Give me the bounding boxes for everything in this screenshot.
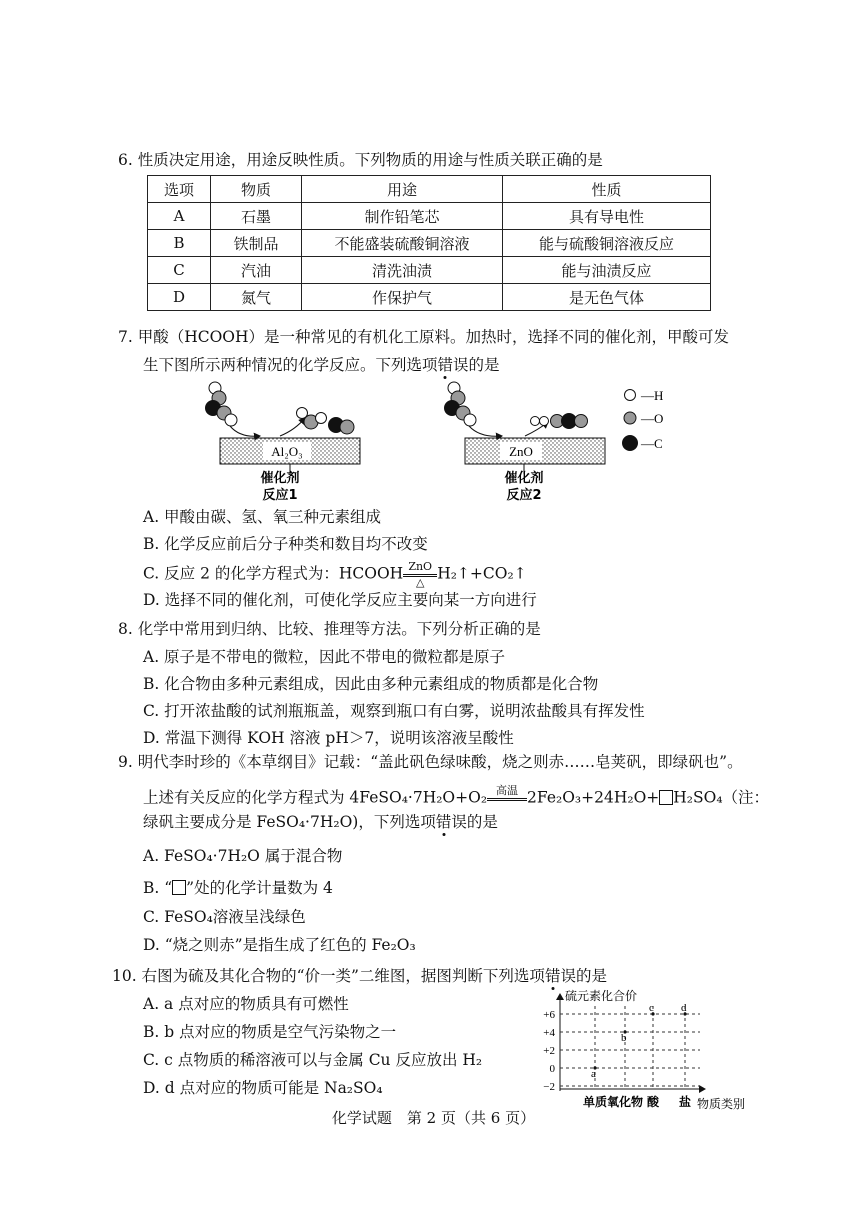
reaction-1-label: 反应1 [262,488,298,503]
x-tick-label: 氧化物 [606,1095,644,1109]
table-cell: 能与油渍反应 [503,257,711,284]
table-cell: A [148,203,211,230]
point-label: d [681,1002,687,1014]
y-tick-label: 0 [549,1063,555,1075]
equation-text: H₂SO₄（注： [673,788,770,807]
q7-stem-line1: 7. 甲酸（HCOOH）是一种常见的有机化工原料。加热时，选择不同的催化剂，甲酸可发 [118,328,730,346]
q8-option-a: A. 原子是不带电的微粒，因此不带电的微粒都是原子 [143,648,506,666]
condition-high-temp: 高温 [496,784,519,797]
point-label: a [591,1068,596,1080]
catalyst-2-label: ZnO [509,444,533,459]
o-atom [340,420,354,434]
reaction-arrow-in [469,426,502,436]
table-cell: 清洗油渍 [302,257,503,284]
legend-c-icon [622,435,638,451]
reaction-condition [487,785,527,812]
formic-acid-molecule-1 [205,382,237,426]
reaction-condition [403,561,437,588]
y-tick-label: +4 [543,1027,555,1039]
table-cell: B [148,230,211,257]
x-axis-label: 物质类别 [697,1097,746,1111]
q10-option-c: C. c 点物质的稀溶液可以与金属 Cu 反应放出 H₂ [143,1051,483,1069]
catalyst-caption: 催化剂 [260,471,300,486]
table-row [148,203,711,230]
point-label: c [649,1002,654,1014]
h-atom [316,413,327,424]
table-cell: 不能盛装硫酸铜溶液 [302,230,503,257]
table-header-row [148,176,711,203]
q7-option-b: B. 化学反应前后分子种类和数目均不改变 [143,535,428,553]
formic-acid-molecule-2 [444,382,476,426]
table-cell: 是无色气体 [503,284,711,311]
legend-h-icon [625,390,636,401]
q7-option-d: D. 选择不同的催化剂，可使化学反应主要向某一方向进行 [143,591,537,609]
q7-stem-text: 误的是 [453,356,500,374]
co-molecule [328,417,354,434]
q10-option-b: B. b 点对应的物质是空气污染物之一 [143,1023,397,1041]
page-footer: 化学试题 第 2 页（共 6 页） [331,1109,536,1127]
q7-stem-text: 生下图所示两种情况的化学反应。下列选项 [143,356,438,374]
table-header: 选项 [148,176,211,203]
q8-option-b: B. 化合物由多种元素组成，因此由多种元素组成的物质都是化合物 [143,675,599,693]
table-cell: 汽油 [211,257,302,284]
q10-option-d: D. d 点对应的物质可能是 Na₂SO₄ [143,1079,383,1097]
condition-heat: △ [415,576,425,589]
legend-c-label: —C [641,436,663,451]
table-cell: 氮气 [211,284,302,311]
atom-legend [622,388,663,451]
q10-stem [112,966,607,986]
equals-line [403,574,437,575]
q9-stem-line1: 9. 明代李时珍的《本草纲目》记载：“盖此矾色绿味酸，烧之则赤……皂荚矾，即绿矾也”。 [118,753,743,771]
reaction-diagram [180,378,710,503]
x-tick-label: 酸 [646,1095,660,1109]
reaction-arrow-in [230,426,260,436]
q9-option-b [143,878,333,898]
h2-molecule [531,417,549,426]
q6-table [147,175,711,311]
q9-stem-line2 [143,785,769,812]
y-axis-label: 硫元素化合价 [565,989,638,1003]
h-atom [225,414,237,426]
table-row [148,230,711,257]
h-atom [531,417,540,426]
equation-text: 上述有关反应的化学方程式为 4FeSO₄·7H₂O+O₂ [143,788,488,807]
table-cell: 具有导电性 [503,203,711,230]
q7-option-a: A. 甲酸由碳、氢、氧三种元素组成 [143,508,382,526]
table-cell: 铁制品 [211,230,302,257]
blank-box [172,880,186,895]
valence-class-chart [535,988,755,1113]
table-header: 物质 [211,176,302,203]
emphasis-char: 错 [437,356,454,374]
reaction-2-label: 反应2 [506,488,542,503]
legend-o-icon [624,412,636,424]
q9-stem-text: 误的是 [451,813,498,831]
table-cell: D [148,284,211,311]
catalyst-1-label: Al₂O₃ [271,444,303,459]
q9-stem-text: 绿矾主要成分是 FeSO₄·7H₂O)，下列选项 [143,813,436,831]
h-atom [540,417,549,426]
legend-h-label: —H [641,388,664,403]
water-molecule [297,408,327,430]
table-cell: 石墨 [211,203,302,230]
q7-option-c [143,561,527,588]
q8-stem: 8. 化学中常用到归纳、比较、推理等方法。下列分析正确的是 [118,620,541,638]
option-text: ”处的化学计量数为 4 [186,879,333,897]
emphasis-char: 错 [544,967,561,985]
q9-option-c: C. FeSO₄溶液呈浅绿色 [143,908,306,926]
table-header: 性质 [503,176,711,203]
q9-option-d: D. “烧之则赤”是指生成了红色的 Fe₂O₃ [143,936,416,954]
q6-stem: 6. 性质决定用途，用途反映性质。下列物质的用途与性质关联正确的是 [118,151,603,169]
x-tick-label: 单质 [582,1095,608,1109]
q9-option-a: A. FeSO₄·7H₂O 属于混合物 [143,847,343,865]
o-atom [575,415,588,428]
table-cell: 能与硫酸铜溶液反应 [503,230,711,257]
q10-option-a: A. a 点对应的物质具有可燃性 [143,995,349,1013]
table-cell: C [148,257,211,284]
equals-line [487,798,527,799]
catalyst-caption: 催化剂 [504,471,544,486]
table-row [148,257,711,284]
q7-stem-line2 [143,355,500,375]
emphasis-char: 错 [435,813,452,831]
reaction-arrow-out [280,418,305,436]
y-tick-label: +6 [543,1009,555,1021]
legend-o-label: —O [641,411,664,426]
y-tick-label: +2 [543,1045,555,1057]
reaction-1-scene [205,382,360,503]
q9-stem-line3 [143,812,498,832]
h-atom [464,414,476,426]
equation-text: 2Fe₂O₃+24H₂O+ [527,788,660,807]
x-tick-label: 盐 [678,1095,692,1109]
condition-catalyst: ZnO [408,560,433,573]
q8-option-d: D. 常温下测得 KOH 溶液 pH＞7，说明该溶液呈酸性 [143,729,514,747]
co2-molecule [551,413,588,429]
q10-stem-text: 误的是 [560,967,607,985]
table-cell: 作保护气 [302,284,503,311]
point-label: b [621,1032,627,1044]
table-cell: 制作铅笔芯 [302,203,503,230]
table-header: 用途 [302,176,503,203]
q8-option-c: C. 打开浓盐酸的试剂瓶瓶盖，观察到瓶口有白雾，说明浓盐酸具有挥发性 [143,702,645,720]
q10-stem-text: 10. 右图为硫及其化合物的“价一类”二维图，据图判断下列选项 [112,967,545,985]
table-row [148,284,711,311]
reaction-2-scene [444,382,605,503]
option-text: B. “ [143,879,173,897]
option-text: C. 反应 2 的化学方程式为：HCOOH [143,564,404,583]
blank-box [659,790,673,805]
y-tick-label: −2 [543,1081,555,1093]
option-text: H₂↑+CO₂↑ [437,564,527,583]
